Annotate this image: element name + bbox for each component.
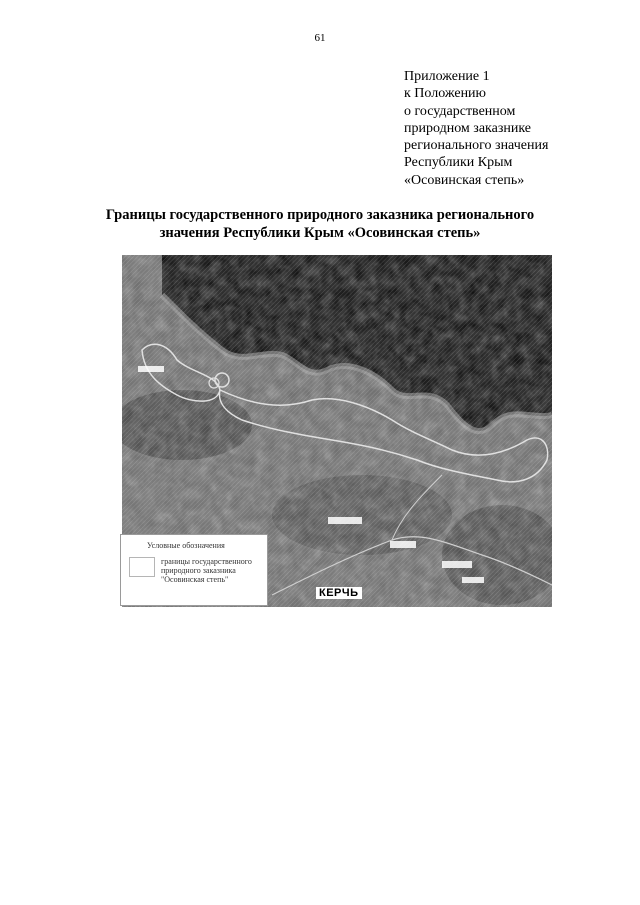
city-label-kerch: КЕРЧЬ <box>316 587 362 599</box>
appendix-line: к Положению <box>404 86 487 102</box>
appendix-line: о государственном <box>404 103 516 119</box>
legend-boundary-swatch <box>129 557 155 577</box>
settlement-tag <box>138 366 164 372</box>
title-line-2: значения Республики Крым «Осовинская степь» <box>159 225 481 241</box>
settlement-tag <box>390 541 416 548</box>
settlement-tag <box>328 517 362 524</box>
legend-title: Условные обозначения <box>147 541 225 550</box>
document-title <box>80 206 560 242</box>
appendix-note <box>404 68 604 189</box>
map-legend <box>120 534 268 606</box>
appendix-line: регионального значения <box>404 138 549 154</box>
appendix-line: Республики Крым <box>404 155 513 171</box>
legend-description: границы государственного природного заказника "Осовинская степь" <box>161 557 252 584</box>
appendix-line: «Осовинская степь» <box>404 172 525 188</box>
page-number: 61 <box>314 32 326 44</box>
settlement-tag <box>462 577 484 583</box>
title-line-1: Границы государственного природного заказника регионального <box>105 207 535 223</box>
appendix-line: природном заказнике <box>404 120 532 136</box>
appendix-line: Приложение 1 <box>404 69 490 84</box>
settlement-tag <box>442 561 472 568</box>
